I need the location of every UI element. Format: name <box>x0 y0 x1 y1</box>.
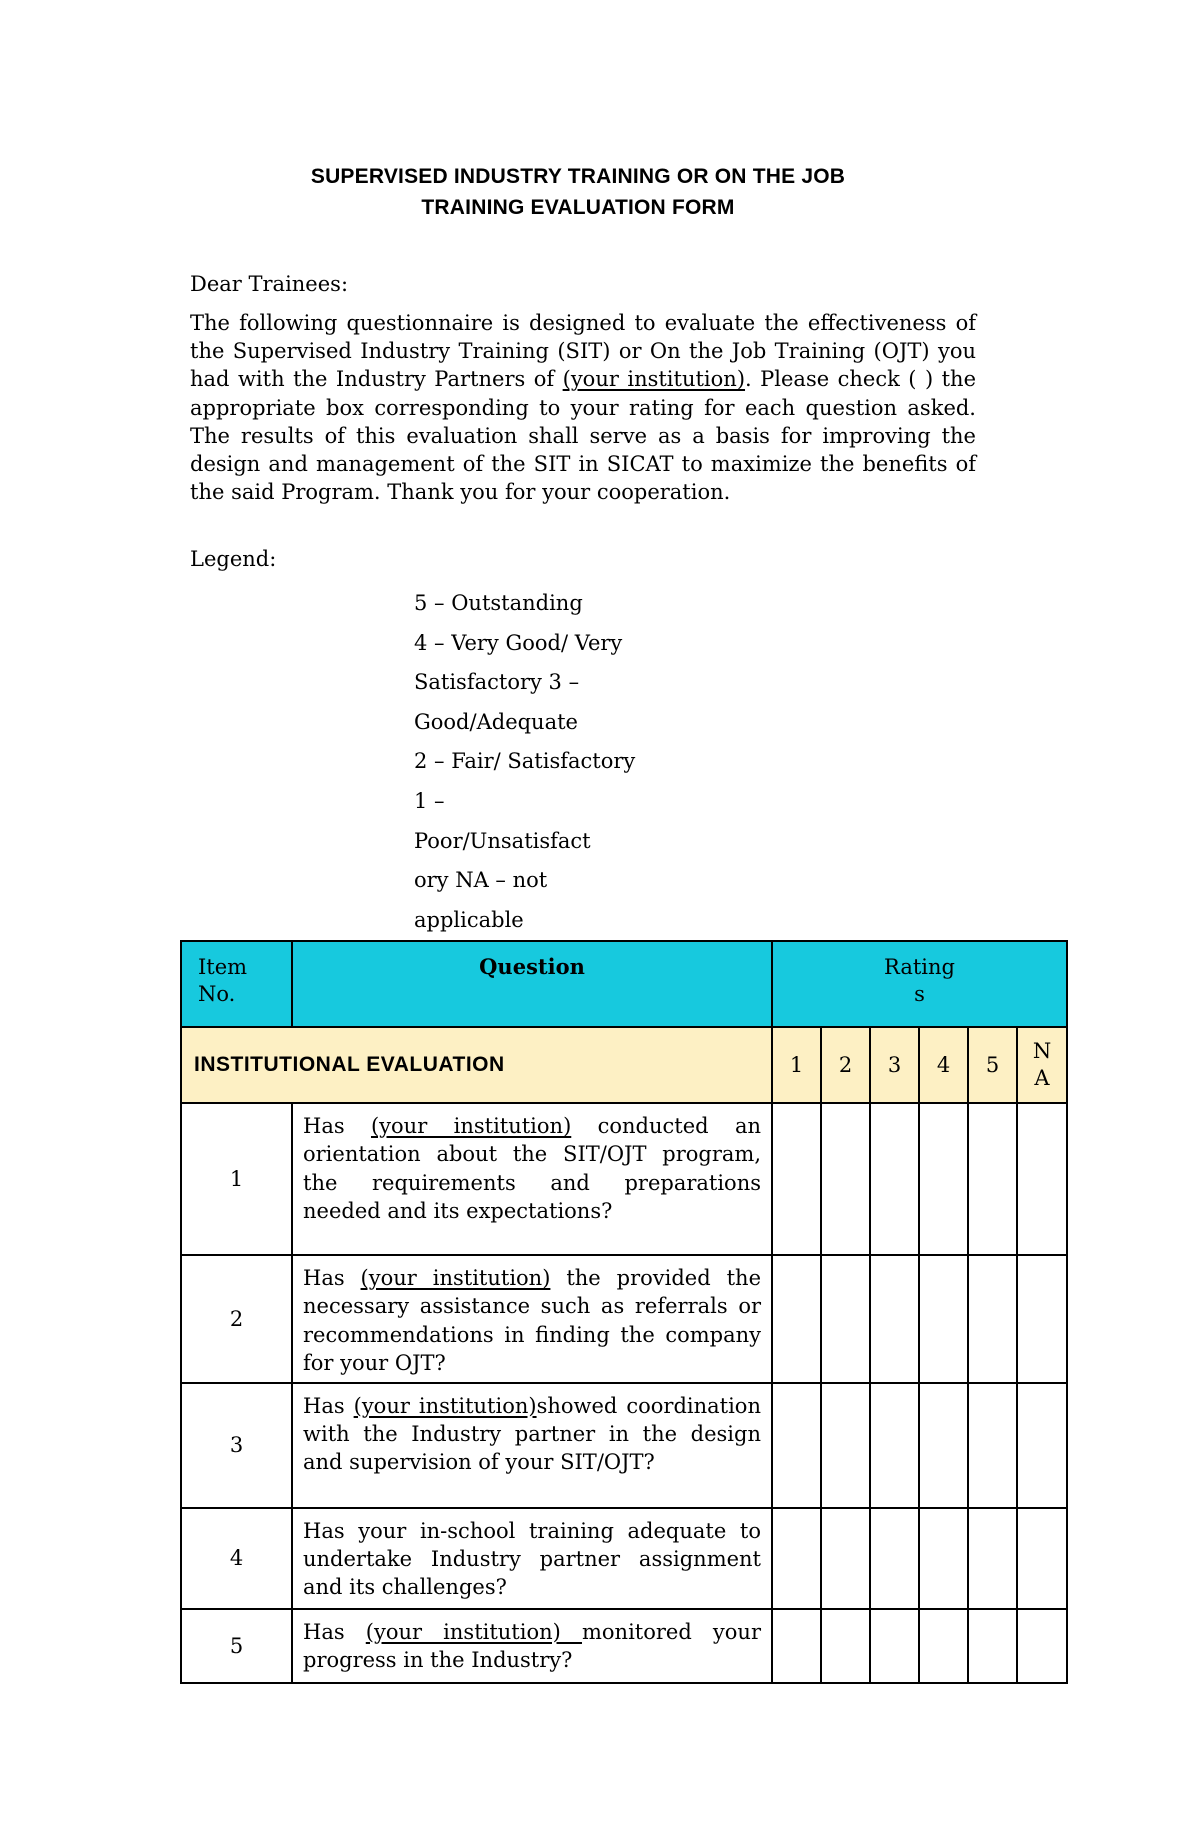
rating-cell-1[interactable] <box>772 1609 821 1683</box>
question-underlined-institution: (your institution) <box>353 1393 537 1418</box>
table-header-row <box>181 941 1067 1027</box>
legend-line: 5 – Outstanding <box>414 591 583 615</box>
legend-title: Legend: <box>190 547 277 571</box>
question-underlined-institution: (your institution) <box>360 1266 551 1290</box>
header-ratings <box>772 941 1067 1027</box>
header-item-no-line-2: No. <box>198 982 236 1006</box>
rating-cell-4[interactable] <box>919 1255 968 1383</box>
scale-5-label: 5 <box>968 1027 1017 1103</box>
rating-cell-5[interactable] <box>968 1255 1017 1383</box>
greeting: Dear Trainees: <box>190 272 349 296</box>
rating-cell-na[interactable] <box>1017 1103 1067 1255</box>
question-text-part: Has your in-school training adequate to undertake Industry partner assignment and its challenges? <box>303 1518 761 1600</box>
legend-list <box>414 584 635 940</box>
evaluation-table <box>180 940 1068 1684</box>
rating-cell-2[interactable] <box>821 1508 870 1609</box>
scale-1-label: 1 <box>772 1027 821 1103</box>
rating-cell-2[interactable] <box>821 1609 870 1683</box>
legend-line: ory NA – not <box>414 868 548 893</box>
item-number: 5 <box>181 1609 292 1683</box>
legend-line: Poor/Unsatisfact <box>414 828 591 853</box>
rating-cell-3[interactable] <box>870 1383 919 1508</box>
form-title-line-1: SUPERVISED INDUSTRY TRAINING OR ON THE JOB <box>310 165 846 188</box>
question-text <box>292 1103 772 1255</box>
rating-cell-na[interactable] <box>1017 1508 1067 1609</box>
rating-cell-5[interactable] <box>968 1103 1017 1255</box>
rating-cell-na[interactable] <box>1017 1255 1067 1383</box>
question-text <box>292 1508 772 1609</box>
legend-line: 2 – Fair/ Satisfactory <box>414 749 636 774</box>
question-text-part: Has <box>303 1393 354 1418</box>
rating-cell-2[interactable] <box>821 1383 870 1508</box>
scale-2-label: 2 <box>821 1027 870 1103</box>
question-text <box>292 1609 772 1683</box>
rating-cell-5[interactable] <box>968 1508 1017 1609</box>
rating-cell-3[interactable] <box>870 1255 919 1383</box>
rating-cell-1[interactable] <box>772 1255 821 1383</box>
rating-cell-3[interactable] <box>870 1609 919 1683</box>
scale-na-line-1: N <box>1032 1039 1052 1063</box>
scale-4-label: 4 <box>919 1027 968 1103</box>
item-number: 4 <box>181 1508 292 1609</box>
header-question: Question <box>292 941 772 1027</box>
header-item-no <box>181 941 292 1027</box>
legend-line: Satisfactory 3 – <box>414 670 580 695</box>
rating-cell-1[interactable] <box>772 1103 821 1255</box>
scale-3-label: 3 <box>870 1027 919 1103</box>
legend-line: applicable <box>414 907 524 932</box>
item-number: 2 <box>181 1255 292 1383</box>
question-text-part: monitored your progress in the Industry? <box>303 1619 761 1673</box>
rating-cell-4[interactable] <box>919 1609 968 1683</box>
rating-cell-na[interactable] <box>1017 1383 1067 1508</box>
form-title-line-2: TRAINING EVALUATION FORM <box>421 196 735 219</box>
table-row <box>181 1103 1067 1255</box>
rating-cell-3[interactable] <box>870 1508 919 1609</box>
question-text <box>292 1383 772 1508</box>
table-row <box>181 1609 1067 1683</box>
rating-cell-2[interactable] <box>821 1255 870 1383</box>
rating-cell-4[interactable] <box>919 1103 968 1255</box>
question-text-part: Has <box>303 1619 366 1644</box>
question-underlined-institution: (your institution) <box>370 1114 572 1138</box>
question-underlined-institution: (your institution) <box>365 1619 582 1644</box>
intro-underlined-institution: (your institution) <box>562 367 746 392</box>
category-label: INSTITUTIONAL EVALUATION <box>181 1027 772 1103</box>
rating-cell-na[interactable] <box>1017 1609 1067 1683</box>
table-row <box>181 1508 1067 1609</box>
question-text-part: Has <box>303 1266 361 1290</box>
item-number: 1 <box>181 1103 292 1255</box>
table-row <box>181 1255 1067 1383</box>
rating-cell-1[interactable] <box>772 1508 821 1609</box>
question-text-part: Has <box>303 1114 371 1138</box>
legend-line: 4 – Very Good/ Very <box>414 630 623 655</box>
rating-cell-5[interactable] <box>968 1383 1017 1508</box>
question-text <box>292 1255 772 1383</box>
rating-cell-3[interactable] <box>870 1103 919 1255</box>
intro-text-2: . Please check ( ) the appropriate box corresponding to your rating for each question asked. The results of this evaluation shall serve as a basis for improving the design and management of the SIT in SICAT to maximize the benefits of the said Program. Thank you for your cooperation. <box>190 367 977 505</box>
rating-cell-4[interactable] <box>919 1508 968 1609</box>
rating-cell-5[interactable] <box>968 1609 1017 1683</box>
rating-cell-4[interactable] <box>919 1383 968 1508</box>
question-text-part: the provided the necessary assistance such as referrals or recommendations in finding the company for your OJT? <box>303 1266 762 1376</box>
question-text-part: showed coordination with the Industry partner in the design and supervision of your SIT/OJT? <box>303 1393 761 1475</box>
header-ratings-line-1: Rating <box>884 955 955 979</box>
question-text-part: conducted an orientation about the SIT/OJT program, the requirements and preparations needed and its expectations? <box>303 1114 761 1224</box>
rating-cell-1[interactable] <box>772 1383 821 1508</box>
header-ratings-line-2: s <box>914 982 925 1006</box>
intro-paragraph <box>190 309 976 506</box>
category-row <box>181 1027 1067 1103</box>
item-number: 3 <box>181 1383 292 1508</box>
scale-na-line-2: A <box>1034 1066 1050 1090</box>
legend-line: Good/Adequate <box>414 709 578 734</box>
legend-line: 1 – <box>414 788 445 813</box>
header-item-no-line-1: Item <box>198 955 248 979</box>
rating-cell-2[interactable] <box>821 1103 870 1255</box>
scale-na-label <box>1017 1027 1067 1103</box>
intro-text-1: The following questionnaire is designed to evaluate the effectiveness of the Supervised Industry Training (SIT) or On the Job Training (OJT) you had with the Industry Partners of <box>190 311 976 392</box>
table-row <box>181 1383 1067 1508</box>
